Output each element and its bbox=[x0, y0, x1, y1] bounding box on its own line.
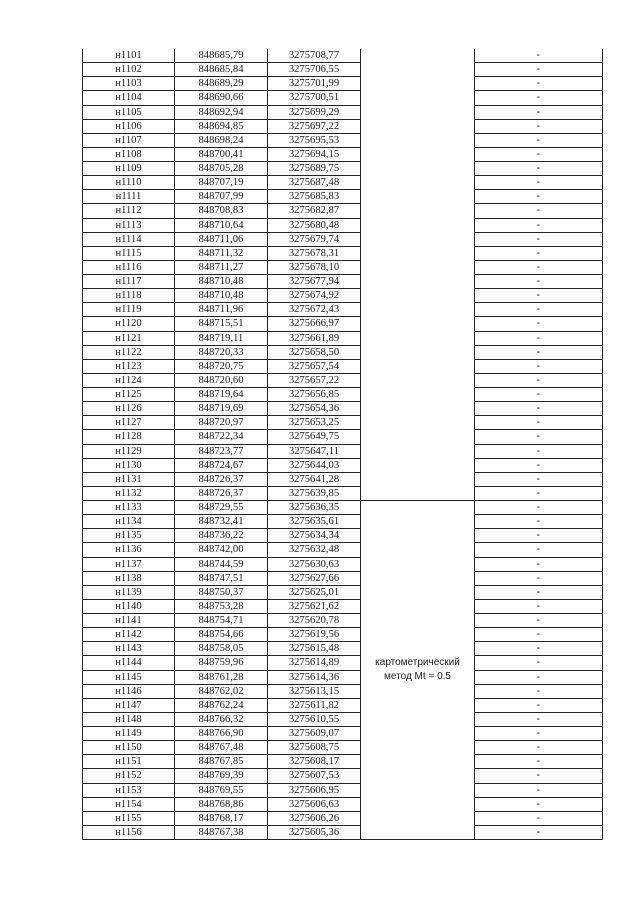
accuracy-cell: - bbox=[475, 388, 603, 402]
x-coordinate-cell: 848726,37 bbox=[175, 472, 268, 486]
point-name-cell: н1138 bbox=[83, 571, 175, 585]
table-row bbox=[83, 147, 603, 161]
table-row bbox=[83, 543, 603, 557]
point-name-cell: н1149 bbox=[83, 727, 175, 741]
table-row bbox=[83, 416, 603, 430]
y-coordinate-cell: 3275674,92 bbox=[268, 289, 361, 303]
point-name-cell: н1128 bbox=[83, 430, 175, 444]
point-name-cell: н1126 bbox=[83, 402, 175, 416]
x-coordinate-cell: 848758,05 bbox=[175, 642, 268, 656]
x-coordinate-cell: 848708,83 bbox=[175, 204, 268, 218]
y-coordinate-cell: 3275609,07 bbox=[268, 727, 361, 741]
y-coordinate-cell: 3275677,94 bbox=[268, 275, 361, 289]
table-row bbox=[83, 585, 603, 599]
y-coordinate-cell: 3275679,74 bbox=[268, 232, 361, 246]
table-row bbox=[83, 260, 603, 274]
table-row bbox=[83, 345, 603, 359]
accuracy-cell: - bbox=[475, 825, 603, 839]
point-name-cell: н1146 bbox=[83, 684, 175, 698]
accuracy-cell: - bbox=[475, 91, 603, 105]
y-coordinate-cell: 3275700,51 bbox=[268, 91, 361, 105]
table-row bbox=[83, 91, 603, 105]
x-coordinate-cell: 848710,48 bbox=[175, 275, 268, 289]
accuracy-cell: - bbox=[475, 557, 603, 571]
point-name-cell: н1106 bbox=[83, 119, 175, 133]
accuracy-cell: - bbox=[475, 571, 603, 585]
table-row bbox=[83, 133, 603, 147]
x-coordinate-cell: 848767,48 bbox=[175, 741, 268, 755]
x-coordinate-cell: 848719,64 bbox=[175, 388, 268, 402]
y-coordinate-cell: 3275656,85 bbox=[268, 388, 361, 402]
table-row bbox=[83, 49, 603, 63]
accuracy-cell: - bbox=[475, 246, 603, 260]
x-coordinate-cell: 848747,51 bbox=[175, 571, 268, 585]
y-coordinate-cell: 3275625,01 bbox=[268, 585, 361, 599]
y-coordinate-cell: 3275613,15 bbox=[268, 684, 361, 698]
accuracy-cell: - bbox=[475, 783, 603, 797]
y-coordinate-cell: 3275694,15 bbox=[268, 147, 361, 161]
table-row bbox=[83, 501, 603, 515]
accuracy-cell: - bbox=[475, 345, 603, 359]
y-coordinate-cell: 3275614,36 bbox=[268, 670, 361, 684]
accuracy-cell: - bbox=[475, 218, 603, 232]
x-coordinate-cell: 848707,19 bbox=[175, 176, 268, 190]
accuracy-cell: - bbox=[475, 501, 603, 515]
accuracy-cell: - bbox=[475, 797, 603, 811]
point-name-cell: н1130 bbox=[83, 458, 175, 472]
table-row bbox=[83, 218, 603, 232]
point-name-cell: н1143 bbox=[83, 642, 175, 656]
accuracy-cell: - bbox=[475, 670, 603, 684]
point-name-cell: н1113 bbox=[83, 218, 175, 232]
accuracy-cell: - bbox=[475, 472, 603, 486]
y-coordinate-cell: 3275697,22 bbox=[268, 119, 361, 133]
y-coordinate-cell: 3275635,61 bbox=[268, 515, 361, 529]
x-coordinate-cell: 848720,33 bbox=[175, 345, 268, 359]
accuracy-cell: - bbox=[475, 416, 603, 430]
table-row bbox=[83, 317, 603, 331]
x-coordinate-cell: 848689,29 bbox=[175, 77, 268, 91]
y-coordinate-cell: 3275610,55 bbox=[268, 712, 361, 726]
x-coordinate-cell: 848692,94 bbox=[175, 105, 268, 119]
point-name-cell: н1137 bbox=[83, 557, 175, 571]
x-coordinate-cell: 848767,38 bbox=[175, 825, 268, 839]
y-coordinate-cell: 3275615,48 bbox=[268, 642, 361, 656]
point-name-cell: н1136 bbox=[83, 543, 175, 557]
table-row bbox=[83, 769, 603, 783]
accuracy-cell: - bbox=[475, 402, 603, 416]
y-coordinate-cell: 3275607,53 bbox=[268, 769, 361, 783]
method-text-line: метод Mt = 0.5 bbox=[384, 671, 451, 682]
x-coordinate-cell: 848711,32 bbox=[175, 246, 268, 260]
accuracy-cell: - bbox=[475, 741, 603, 755]
accuracy-cell: - bbox=[475, 275, 603, 289]
accuracy-cell: - bbox=[475, 529, 603, 543]
table-row bbox=[83, 642, 603, 656]
y-coordinate-cell: 3275695,53 bbox=[268, 133, 361, 147]
accuracy-cell: - bbox=[475, 147, 603, 161]
accuracy-cell: - bbox=[475, 458, 603, 472]
accuracy-cell: - bbox=[475, 599, 603, 613]
y-coordinate-cell: 3275621,62 bbox=[268, 599, 361, 613]
table-row bbox=[83, 246, 603, 260]
accuracy-cell: - bbox=[475, 712, 603, 726]
table-row bbox=[83, 162, 603, 176]
y-coordinate-cell: 3275639,85 bbox=[268, 486, 361, 500]
point-name-cell: н1112 bbox=[83, 204, 175, 218]
accuracy-cell: - bbox=[475, 77, 603, 91]
accuracy-cell: - bbox=[475, 515, 603, 529]
x-coordinate-cell: 848750,37 bbox=[175, 585, 268, 599]
accuracy-cell: - bbox=[475, 303, 603, 317]
y-coordinate-cell: 3275606,63 bbox=[268, 797, 361, 811]
x-coordinate-cell: 848723,77 bbox=[175, 444, 268, 458]
point-name-cell: н1116 bbox=[83, 260, 175, 274]
y-coordinate-cell: 3275654,36 bbox=[268, 402, 361, 416]
point-name-cell: н1144 bbox=[83, 656, 175, 670]
table-row bbox=[83, 670, 603, 684]
table-row bbox=[83, 741, 603, 755]
y-coordinate-cell: 3275636,35 bbox=[268, 501, 361, 515]
x-coordinate-cell: 848690,66 bbox=[175, 91, 268, 105]
x-coordinate-cell: 848754,71 bbox=[175, 614, 268, 628]
point-name-cell: н1134 bbox=[83, 515, 175, 529]
x-coordinate-cell: 848736,22 bbox=[175, 529, 268, 543]
point-name-cell: н1147 bbox=[83, 698, 175, 712]
y-coordinate-cell: 3275680,48 bbox=[268, 218, 361, 232]
table-row bbox=[83, 289, 603, 303]
accuracy-cell: - bbox=[475, 133, 603, 147]
x-coordinate-cell: 848694,85 bbox=[175, 119, 268, 133]
accuracy-cell: - bbox=[475, 769, 603, 783]
table-row bbox=[83, 204, 603, 218]
table-row bbox=[83, 472, 603, 486]
table-row bbox=[83, 63, 603, 77]
y-coordinate-cell: 3275619,56 bbox=[268, 628, 361, 642]
table-row bbox=[83, 359, 603, 373]
y-coordinate-cell: 3275627,66 bbox=[268, 571, 361, 585]
table-row bbox=[83, 77, 603, 91]
x-coordinate-cell: 848720,60 bbox=[175, 373, 268, 387]
point-name-cell: н1104 bbox=[83, 91, 175, 105]
point-name-cell: н1107 bbox=[83, 133, 175, 147]
point-name-cell: н1151 bbox=[83, 755, 175, 769]
point-name-cell: н1154 bbox=[83, 797, 175, 811]
y-coordinate-cell: 3275641,28 bbox=[268, 472, 361, 486]
y-coordinate-cell: 3275666,97 bbox=[268, 317, 361, 331]
point-name-cell: н1133 bbox=[83, 501, 175, 515]
x-coordinate-cell: 848715,51 bbox=[175, 317, 268, 331]
table-row bbox=[83, 515, 603, 529]
y-coordinate-cell: 3275682,87 bbox=[268, 204, 361, 218]
y-coordinate-cell: 3275685,83 bbox=[268, 190, 361, 204]
accuracy-cell: - bbox=[475, 176, 603, 190]
accuracy-cell: - bbox=[475, 63, 603, 77]
accuracy-cell: - bbox=[475, 373, 603, 387]
y-coordinate-cell: 3275689,75 bbox=[268, 162, 361, 176]
table-row bbox=[83, 430, 603, 444]
x-coordinate-cell: 848744,59 bbox=[175, 557, 268, 571]
y-coordinate-cell: 3275608,75 bbox=[268, 741, 361, 755]
point-name-cell: н1109 bbox=[83, 162, 175, 176]
table-row bbox=[83, 388, 603, 402]
y-coordinate-cell: 3275605,36 bbox=[268, 825, 361, 839]
x-coordinate-cell: 848705,28 bbox=[175, 162, 268, 176]
table-row bbox=[83, 275, 603, 289]
y-coordinate-cell: 3275708,77 bbox=[268, 49, 361, 63]
point-name-cell: н1127 bbox=[83, 416, 175, 430]
accuracy-cell: - bbox=[475, 698, 603, 712]
x-coordinate-cell: 848754,66 bbox=[175, 628, 268, 642]
accuracy-cell: - bbox=[475, 614, 603, 628]
point-name-cell: н1152 bbox=[83, 769, 175, 783]
x-coordinate-cell: 848768,86 bbox=[175, 797, 268, 811]
x-coordinate-cell: 848698,24 bbox=[175, 133, 268, 147]
point-name-cell: н1153 bbox=[83, 783, 175, 797]
accuracy-cell: - bbox=[475, 119, 603, 133]
y-coordinate-cell: 3275678,10 bbox=[268, 260, 361, 274]
coordinates-table-body bbox=[83, 49, 603, 840]
accuracy-cell: - bbox=[475, 105, 603, 119]
table-row bbox=[83, 402, 603, 416]
y-coordinate-cell: 3275672,43 bbox=[268, 303, 361, 317]
x-coordinate-cell: 848711,96 bbox=[175, 303, 268, 317]
accuracy-cell: - bbox=[475, 331, 603, 345]
accuracy-cell: - bbox=[475, 317, 603, 331]
point-name-cell: н1148 bbox=[83, 712, 175, 726]
table-row bbox=[83, 783, 603, 797]
x-coordinate-cell: 848761,28 bbox=[175, 670, 268, 684]
accuracy-cell: - bbox=[475, 684, 603, 698]
point-name-cell: н1124 bbox=[83, 373, 175, 387]
table-row bbox=[83, 599, 603, 613]
x-coordinate-cell: 848720,97 bbox=[175, 416, 268, 430]
point-name-cell: н1101 bbox=[83, 49, 175, 63]
method-text-line: картометрический bbox=[375, 657, 460, 668]
point-name-cell: н1135 bbox=[83, 529, 175, 543]
accuracy-cell: - bbox=[475, 190, 603, 204]
y-coordinate-cell: 3275699,29 bbox=[268, 105, 361, 119]
accuracy-cell: - bbox=[475, 204, 603, 218]
x-coordinate-cell: 848719,11 bbox=[175, 331, 268, 345]
accuracy-cell: - bbox=[475, 444, 603, 458]
point-name-cell: н1122 bbox=[83, 345, 175, 359]
x-coordinate-cell: 848762,02 bbox=[175, 684, 268, 698]
x-coordinate-cell: 848768,17 bbox=[175, 811, 268, 825]
x-coordinate-cell: 848700,41 bbox=[175, 147, 268, 161]
point-name-cell: н1105 bbox=[83, 105, 175, 119]
accuracy-cell: - bbox=[475, 628, 603, 642]
y-coordinate-cell: 3275630,63 bbox=[268, 557, 361, 571]
y-coordinate-cell: 3275611,82 bbox=[268, 698, 361, 712]
table-row bbox=[83, 458, 603, 472]
x-coordinate-cell: 848767,85 bbox=[175, 755, 268, 769]
table-row bbox=[83, 712, 603, 726]
x-coordinate-cell: 848766,90 bbox=[175, 727, 268, 741]
point-name-cell: н1142 bbox=[83, 628, 175, 642]
point-name-cell: н1123 bbox=[83, 359, 175, 373]
table-row bbox=[83, 119, 603, 133]
y-coordinate-cell: 3275653,25 bbox=[268, 416, 361, 430]
x-coordinate-cell: 848720,75 bbox=[175, 359, 268, 373]
table-row bbox=[83, 727, 603, 741]
y-coordinate-cell: 3275606,26 bbox=[268, 811, 361, 825]
point-name-cell: н1145 bbox=[83, 670, 175, 684]
accuracy-cell: - bbox=[475, 642, 603, 656]
method-cell bbox=[361, 501, 475, 840]
table-row bbox=[83, 373, 603, 387]
table-row bbox=[83, 557, 603, 571]
coordinates-table bbox=[82, 49, 603, 840]
y-coordinate-cell: 3275632,48 bbox=[268, 543, 361, 557]
accuracy-cell: - bbox=[475, 755, 603, 769]
x-coordinate-cell: 848711,06 bbox=[175, 232, 268, 246]
accuracy-cell: - bbox=[475, 727, 603, 741]
x-coordinate-cell: 848769,55 bbox=[175, 783, 268, 797]
point-name-cell: н1121 bbox=[83, 331, 175, 345]
x-coordinate-cell: 848710,48 bbox=[175, 289, 268, 303]
point-name-cell: н1118 bbox=[83, 289, 175, 303]
point-name-cell: н1140 bbox=[83, 599, 175, 613]
y-coordinate-cell: 3275657,22 bbox=[268, 373, 361, 387]
method-cell bbox=[361, 49, 475, 501]
y-coordinate-cell: 3275634,34 bbox=[268, 529, 361, 543]
accuracy-cell: - bbox=[475, 543, 603, 557]
x-coordinate-cell: 848707,99 bbox=[175, 190, 268, 204]
table-row bbox=[83, 303, 603, 317]
y-coordinate-cell: 3275606,95 bbox=[268, 783, 361, 797]
table-row bbox=[83, 684, 603, 698]
table-row bbox=[83, 811, 603, 825]
table-row bbox=[83, 176, 603, 190]
table-row bbox=[83, 486, 603, 500]
x-coordinate-cell: 848753,28 bbox=[175, 599, 268, 613]
y-coordinate-cell: 3275657,54 bbox=[268, 359, 361, 373]
table-row bbox=[83, 656, 603, 670]
point-name-cell: н1111 bbox=[83, 190, 175, 204]
table-row bbox=[83, 698, 603, 712]
accuracy-cell: - bbox=[475, 232, 603, 246]
point-name-cell: н1120 bbox=[83, 317, 175, 331]
y-coordinate-cell: 3275687,48 bbox=[268, 176, 361, 190]
y-coordinate-cell: 3275608,17 bbox=[268, 755, 361, 769]
x-coordinate-cell: 848685,84 bbox=[175, 63, 268, 77]
point-name-cell: н1139 bbox=[83, 585, 175, 599]
point-name-cell: н1103 bbox=[83, 77, 175, 91]
x-coordinate-cell: 848726,37 bbox=[175, 486, 268, 500]
table-row bbox=[83, 571, 603, 585]
point-name-cell: н1141 bbox=[83, 614, 175, 628]
y-coordinate-cell: 3275661,89 bbox=[268, 331, 361, 345]
x-coordinate-cell: 848724,67 bbox=[175, 458, 268, 472]
table-row bbox=[83, 190, 603, 204]
y-coordinate-cell: 3275701,99 bbox=[268, 77, 361, 91]
point-name-cell: н1117 bbox=[83, 275, 175, 289]
point-name-cell: н1129 bbox=[83, 444, 175, 458]
y-coordinate-cell: 3275658,50 bbox=[268, 345, 361, 359]
point-name-cell: н1125 bbox=[83, 388, 175, 402]
point-name-cell: н1132 bbox=[83, 486, 175, 500]
y-coordinate-cell: 3275644,03 bbox=[268, 458, 361, 472]
x-coordinate-cell: 848769,39 bbox=[175, 769, 268, 783]
accuracy-cell: - bbox=[475, 486, 603, 500]
accuracy-cell: - bbox=[475, 359, 603, 373]
x-coordinate-cell: 848685,79 bbox=[175, 49, 268, 63]
point-name-cell: н1114 bbox=[83, 232, 175, 246]
accuracy-cell: - bbox=[475, 49, 603, 63]
point-name-cell: н1108 bbox=[83, 147, 175, 161]
point-name-cell: н1115 bbox=[83, 246, 175, 260]
table-row bbox=[83, 529, 603, 543]
point-name-cell: н1131 bbox=[83, 472, 175, 486]
point-name-cell: н1156 bbox=[83, 825, 175, 839]
accuracy-cell: - bbox=[475, 162, 603, 176]
x-coordinate-cell: 848742,00 bbox=[175, 543, 268, 557]
table-row bbox=[83, 105, 603, 119]
y-coordinate-cell: 3275614,89 bbox=[268, 656, 361, 670]
point-name-cell: н1150 bbox=[83, 741, 175, 755]
point-name-cell: н1155 bbox=[83, 811, 175, 825]
table-row bbox=[83, 444, 603, 458]
x-coordinate-cell: 848766,32 bbox=[175, 712, 268, 726]
table-row bbox=[83, 755, 603, 769]
accuracy-cell: - bbox=[475, 585, 603, 599]
x-coordinate-cell: 848759,96 bbox=[175, 656, 268, 670]
y-coordinate-cell: 3275620,78 bbox=[268, 614, 361, 628]
x-coordinate-cell: 848732,41 bbox=[175, 515, 268, 529]
x-coordinate-cell: 848710,64 bbox=[175, 218, 268, 232]
table-row bbox=[83, 614, 603, 628]
accuracy-cell: - bbox=[475, 656, 603, 670]
accuracy-cell: - bbox=[475, 289, 603, 303]
y-coordinate-cell: 3275649,75 bbox=[268, 430, 361, 444]
table-row bbox=[83, 331, 603, 345]
y-coordinate-cell: 3275706,55 bbox=[268, 63, 361, 77]
x-coordinate-cell: 848711,27 bbox=[175, 260, 268, 274]
point-name-cell: н1119 bbox=[83, 303, 175, 317]
table-row bbox=[83, 825, 603, 839]
point-name-cell: н1102 bbox=[83, 63, 175, 77]
x-coordinate-cell: 848762,24 bbox=[175, 698, 268, 712]
accuracy-cell: - bbox=[475, 811, 603, 825]
x-coordinate-cell: 848719,69 bbox=[175, 402, 268, 416]
x-coordinate-cell: 848729,55 bbox=[175, 501, 268, 515]
table-row bbox=[83, 797, 603, 811]
table-row bbox=[83, 232, 603, 246]
y-coordinate-cell: 3275647,11 bbox=[268, 444, 361, 458]
x-coordinate-cell: 848722,34 bbox=[175, 430, 268, 444]
y-coordinate-cell: 3275678,31 bbox=[268, 246, 361, 260]
accuracy-cell: - bbox=[475, 260, 603, 274]
accuracy-cell: - bbox=[475, 430, 603, 444]
table-row bbox=[83, 628, 603, 642]
point-name-cell: н1110 bbox=[83, 176, 175, 190]
